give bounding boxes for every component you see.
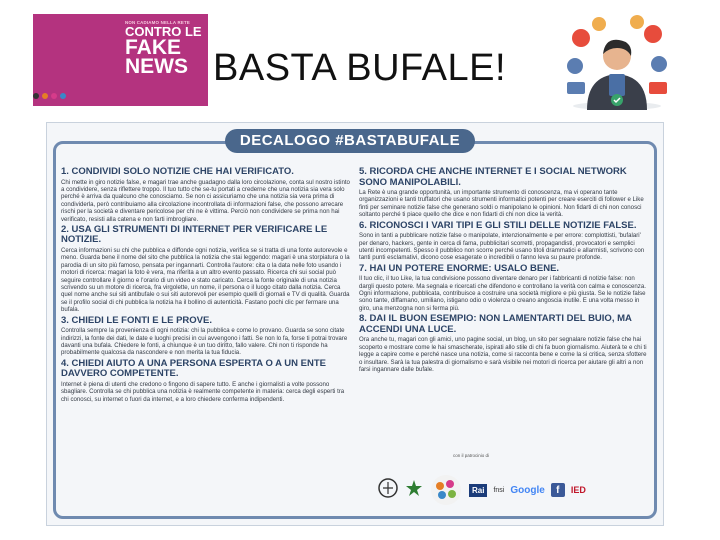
rule-heading: 7. HAI UN POTERE ENORME: USALO BENE.	[359, 262, 560, 274]
rule-body: Sono in tanti a pubblicare notizie false o manipolate, intenzionalmente e per errore: complottisti, 'bufalari' per denaro, hackers, gente in cerca di fama, pubblicitari scorretti, propagandisti, provocatori e semplici utenti incompetenti. Spesso il pubblico non scorre perché usano titoli drammatici e allarmisti, scrivono con tanti punti esclamativi, dicono cose esagerate o incredibili o fanno leva su paure profonde.	[359, 232, 645, 262]
rule-body: Controlla sempre la provenienza di ogni notizia: chi la pubblica e come lo provano. Guarda se sono citate indirizzi, la fonte dei dati, le date e luoghi precisi in cui avvengono i fatti. Se non lo fa, forse ti potrai trovare davanti una bufala. Chiedere le fonti, a chiunque è un tuo diritto, fallo valere. Chi non ti risponde ha probabilmente qualcosa da nascondere e non merita la tua fiducia.	[61, 327, 348, 357]
fnsi-logo: fnsi	[493, 486, 505, 494]
right-column	[359, 167, 649, 375]
rule-body: Il tuo clic, il tuo Like, la tua condivisione possono diventare denaro per i fabbricanti di notizie false: non dargli questo potere. Ma segnala e ricercati che difendono e controllano la verità con calma e conoscenza. Ogni informazione, pubblicata, contribuisce a costruire una società migliore e più giusta. Se le notizie false sono tante, diffamano, umiliano, istigano odio o violenza o creano angoscia inutile. E una volta messo in giro, una menzogna non si ferma più.	[359, 275, 646, 312]
google-logo-text: Google	[510, 484, 545, 496]
rule-item	[359, 221, 649, 262]
rule-body: Internet è piena di utenti che credono o fingono di sapere tutto. E anche i giornalisti a volte possono sbagliare. Controlla se chi pubblica una notizia è realmente competente in materia: cerca degli esperti tra chi conosci, su internet o fuori da internet, e a loro chiedere conferma indipendenti.	[61, 380, 345, 403]
ied-logo: IED	[570, 485, 586, 495]
rule-item	[359, 264, 649, 313]
page-title: BASTA BUFALE!	[213, 47, 507, 89]
rule-body: Cerca informazioni su chi che pubblica e diffonde ogni notizia, verifica se si tratta di una fonte autorevole e meno. Guarda bene il nome del sito che pubblica la notizia che stai leggendo: magari è una storpiatura o la parodia di un sito più famoso, pensata per ingannarti. Controlla l'autore: cita o la data nelle foto usando i motori di ricerca: magari la foto è vera, ma riferita a un altro evento passato. Ricerca chi sui social può seguire controllare il giorno e l'orario di un video e stato caricato. Cerca la fonte originale di una notizia scrivendo su un motore di ricerca, fra virgolette, un nome, il persona o il luogo citato dalla notizia. Cerca quel nome anche sui siti antibufale o sui siti autorevoli per esempio quelli di giornali e TV di qualità. Guarda se il profilo social di chi pubblica la notizia ha il bollino di autenticità. Fastano pochi clic per fermare una bufala.	[61, 246, 350, 314]
sponsors-caption: con il patrocinio di	[453, 453, 490, 458]
rule-heading: 3. CHIEDI LE FONTI E LE PROVE.	[61, 314, 212, 326]
logo-kicker: NON CADIAMO NELLA RETE	[125, 20, 190, 25]
logo-line-2: FAKE	[125, 36, 182, 59]
logo-line-1: CONTRO LE	[125, 24, 202, 39]
sponsor-logos	[377, 461, 653, 519]
rule-body: La Rete è una grande opportunità, un importante strumento di conoscenza, ma vi operano tante organizzazioni e tanti truffatori che usano strumenti informatici potenti per creare eserciti di follower e Like finti per seminare notizie false che generano soldi o manipolano le opinioni. Non fidarti di chi non conosci soltanto perché ti piace quello che dice e non fidarti di chi non dice la verità.	[359, 189, 644, 219]
rule-body: Ora anche tu, magari con gli amici, uno pagine social, un blog, un sito per segnalare notizie false che hai scoperto e mostrare come le hai smascherate, ispirati allo stile di chi fa buon giornalismo. Aiuterà te e chi ti legge a capire come e perché nasce una notizia, come si racconta bene e come la si critica, senza sfottere o insultare. Sarà la tua palestra di giornalismo e sarà visibile nei motori di ricerca per aiutare gli altri a non farsi ingannare dalle bufale.	[359, 336, 647, 373]
rule-heading: 5. RICORDA CHE ANCHE INTERNET E I SOCIAL NETWORK SONO MANIPOLABILI.	[359, 166, 627, 188]
fake-news-illustration-icon	[563, 14, 671, 110]
rule-item	[359, 314, 649, 373]
partner-dot-icon	[51, 93, 57, 99]
left-column	[61, 167, 351, 405]
partner-dot-icon	[33, 93, 39, 99]
rule-heading: 4. CHIEDI AIUTO A UNA PERSONA ESPERTA O A UN ENTE DAVVERO COMPETENTE.	[61, 357, 326, 380]
rule-item	[61, 359, 351, 403]
rule-heading: 8. DAI IL BUON ESEMPIO: NON LAMENTARTI DEL BUIO, MA ACCENDI UNA LUCE.	[359, 313, 632, 335]
rule-item	[61, 225, 351, 314]
decalogo-poster	[46, 122, 664, 526]
rule-item	[359, 167, 649, 219]
ministry-emblem-icon	[377, 476, 399, 504]
poster-banner: DECALOGO #BASTABUFALE	[225, 129, 475, 153]
republic-emblem-icon	[405, 479, 423, 501]
rule-heading: 2. USA GLI STRUMENTI DI INTERNET PER VERIFICARE LE NOTIZIE.	[61, 223, 328, 246]
partner-dot-icon	[60, 93, 66, 99]
rule-heading: 1. CONDIVIDI SOLO NOTIZIE CHE HAI VERIFICATO.	[61, 166, 294, 177]
rai-logo: Rai	[469, 484, 487, 497]
partner-dot-icon	[42, 93, 48, 99]
rule-item	[61, 316, 351, 357]
partner-logos-strip	[33, 90, 83, 102]
logo-line-3: NEWS	[125, 55, 188, 78]
miur-logo-icon	[429, 473, 463, 507]
rule-item	[61, 167, 351, 223]
rule-heading: 6. RICONOSCI I VARI TIPI E GLI STILI DELLE NOTIZIE FALSE.	[359, 219, 637, 231]
rule-body: Chi mette in giro notizie false, e magari trae anche guadagno dalla loro circolazione, conta sul nostro istinto a condividere, senza riflettere troppo. Il tuo tutto che se-tu portati a crederne che una notizia sia vera solo perché è arriva da qualcuno che conosciamo. Se non ci assicuriamo che una notizia sia vera prima di condividerla, però contribuiamo alla circolazione incontrollata di informazioni false, che possono arrecare rischi per la società e diventare pericolose per chi ne è vittima. Perciò non condividere se prima non hai verificato, resisti alla catena e non farti imbrogliare.	[61, 178, 350, 223]
google-logo	[510, 485, 544, 496]
facebook-logo: f	[551, 483, 565, 497]
